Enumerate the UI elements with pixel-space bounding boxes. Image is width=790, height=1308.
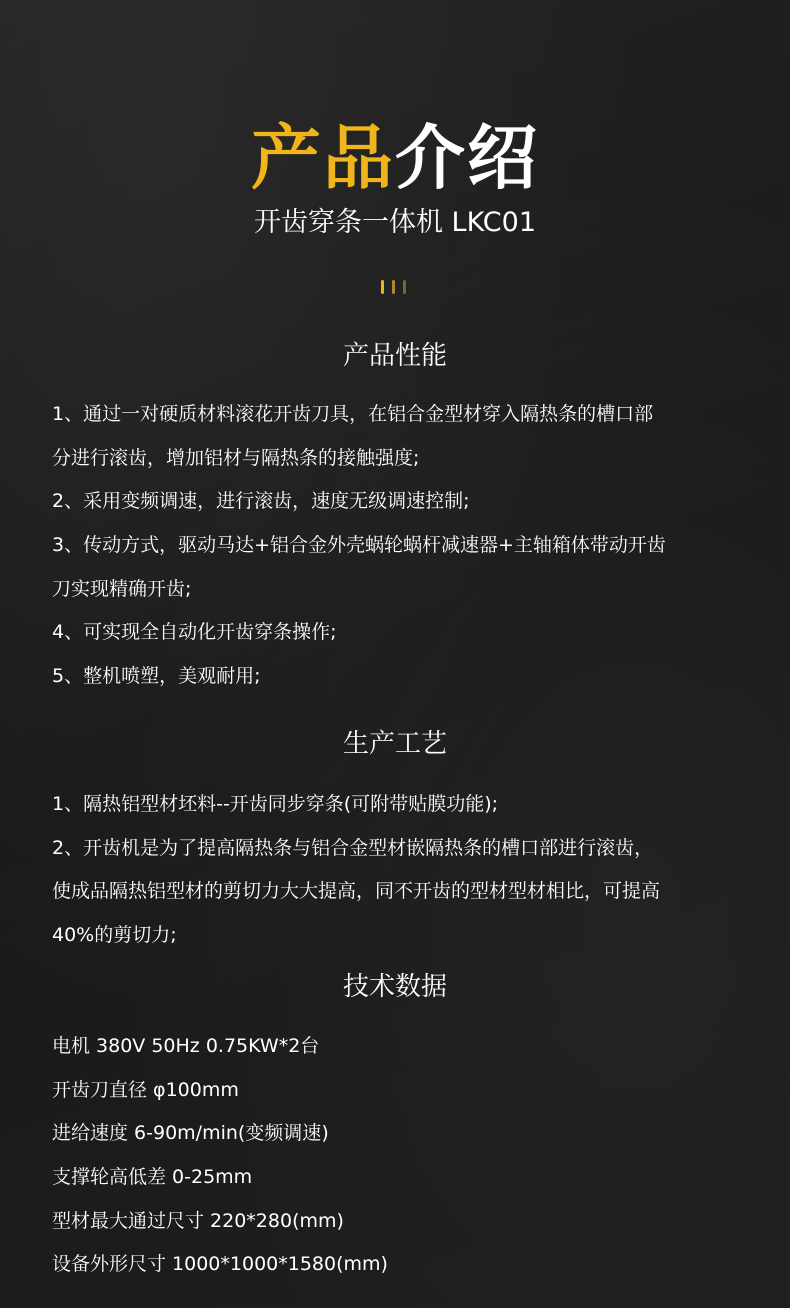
spec-item: 开齿刀直径 φ100mm xyxy=(52,1078,239,1101)
spec-item: 进给速度 6-90m/min(变频调速) xyxy=(52,1122,329,1145)
list-item: 5、整机喷塑，美观耐用; xyxy=(52,665,261,688)
list-item: 分进行滚齿，增加铝材与隔热条的接触强度; xyxy=(52,446,420,469)
specs-list xyxy=(52,1025,742,1287)
performance-list xyxy=(52,393,742,699)
spec-item: 电机 380V 50Hz 0.75KW*2台 xyxy=(52,1035,320,1057)
process-list xyxy=(52,783,742,958)
list-item: 1、通过一对硬质材料滚花开齿刀具，在铝合金型材穿入隔热条的槽口部 xyxy=(52,403,654,425)
page-title-rest: 介绍 xyxy=(395,117,539,199)
product-model-subtitle: 开齿穿条一体机 LKC01 xyxy=(253,207,537,238)
list-item: 1、隔热铝型材坯料--开齿同步穿条(可附带贴膜功能); xyxy=(52,793,499,815)
list-item: 3、传动方式，驱动马达+铝合金外壳蜗轮蜗杆减速器+主轴箱体带动开齿 xyxy=(52,534,666,557)
list-item: 2、开齿机是为了提高隔热条与铝合金型材嵌隔热条的槽口部进行滚齿， xyxy=(52,836,654,859)
list-item: 刀实现精确开齿; xyxy=(52,577,192,600)
list-item: 使成品隔热铝型材的剪切力大大提高，同不开齿的型材型材相比，可提高 xyxy=(52,880,661,903)
list-item: 40%的剪切力; xyxy=(52,924,177,947)
spec-item: 支撑轮高低差 0-25mm xyxy=(52,1166,253,1189)
spec-item: 设备外形尺寸 1000*1000*1580(mm) xyxy=(52,1253,388,1276)
process-heading: 生产工艺 xyxy=(342,729,447,759)
page-title xyxy=(0,118,790,198)
list-item: 2、采用变频调速，进行滚齿，速度无级调速控制; xyxy=(52,490,470,513)
divider-dot xyxy=(392,280,395,294)
spec-item: 型材最大通过尺寸 220*280(mm) xyxy=(52,1209,344,1232)
divider-dot xyxy=(403,280,406,294)
performance-heading: 产品性能 xyxy=(342,341,447,371)
page-title-accent: 产品 xyxy=(251,117,395,199)
section-divider-dots xyxy=(381,280,411,294)
specs-heading: 技术数据 xyxy=(342,972,447,1002)
divider-dot xyxy=(381,280,384,294)
list-item: 4、可实现全自动化开齿穿条操作; xyxy=(52,621,337,644)
